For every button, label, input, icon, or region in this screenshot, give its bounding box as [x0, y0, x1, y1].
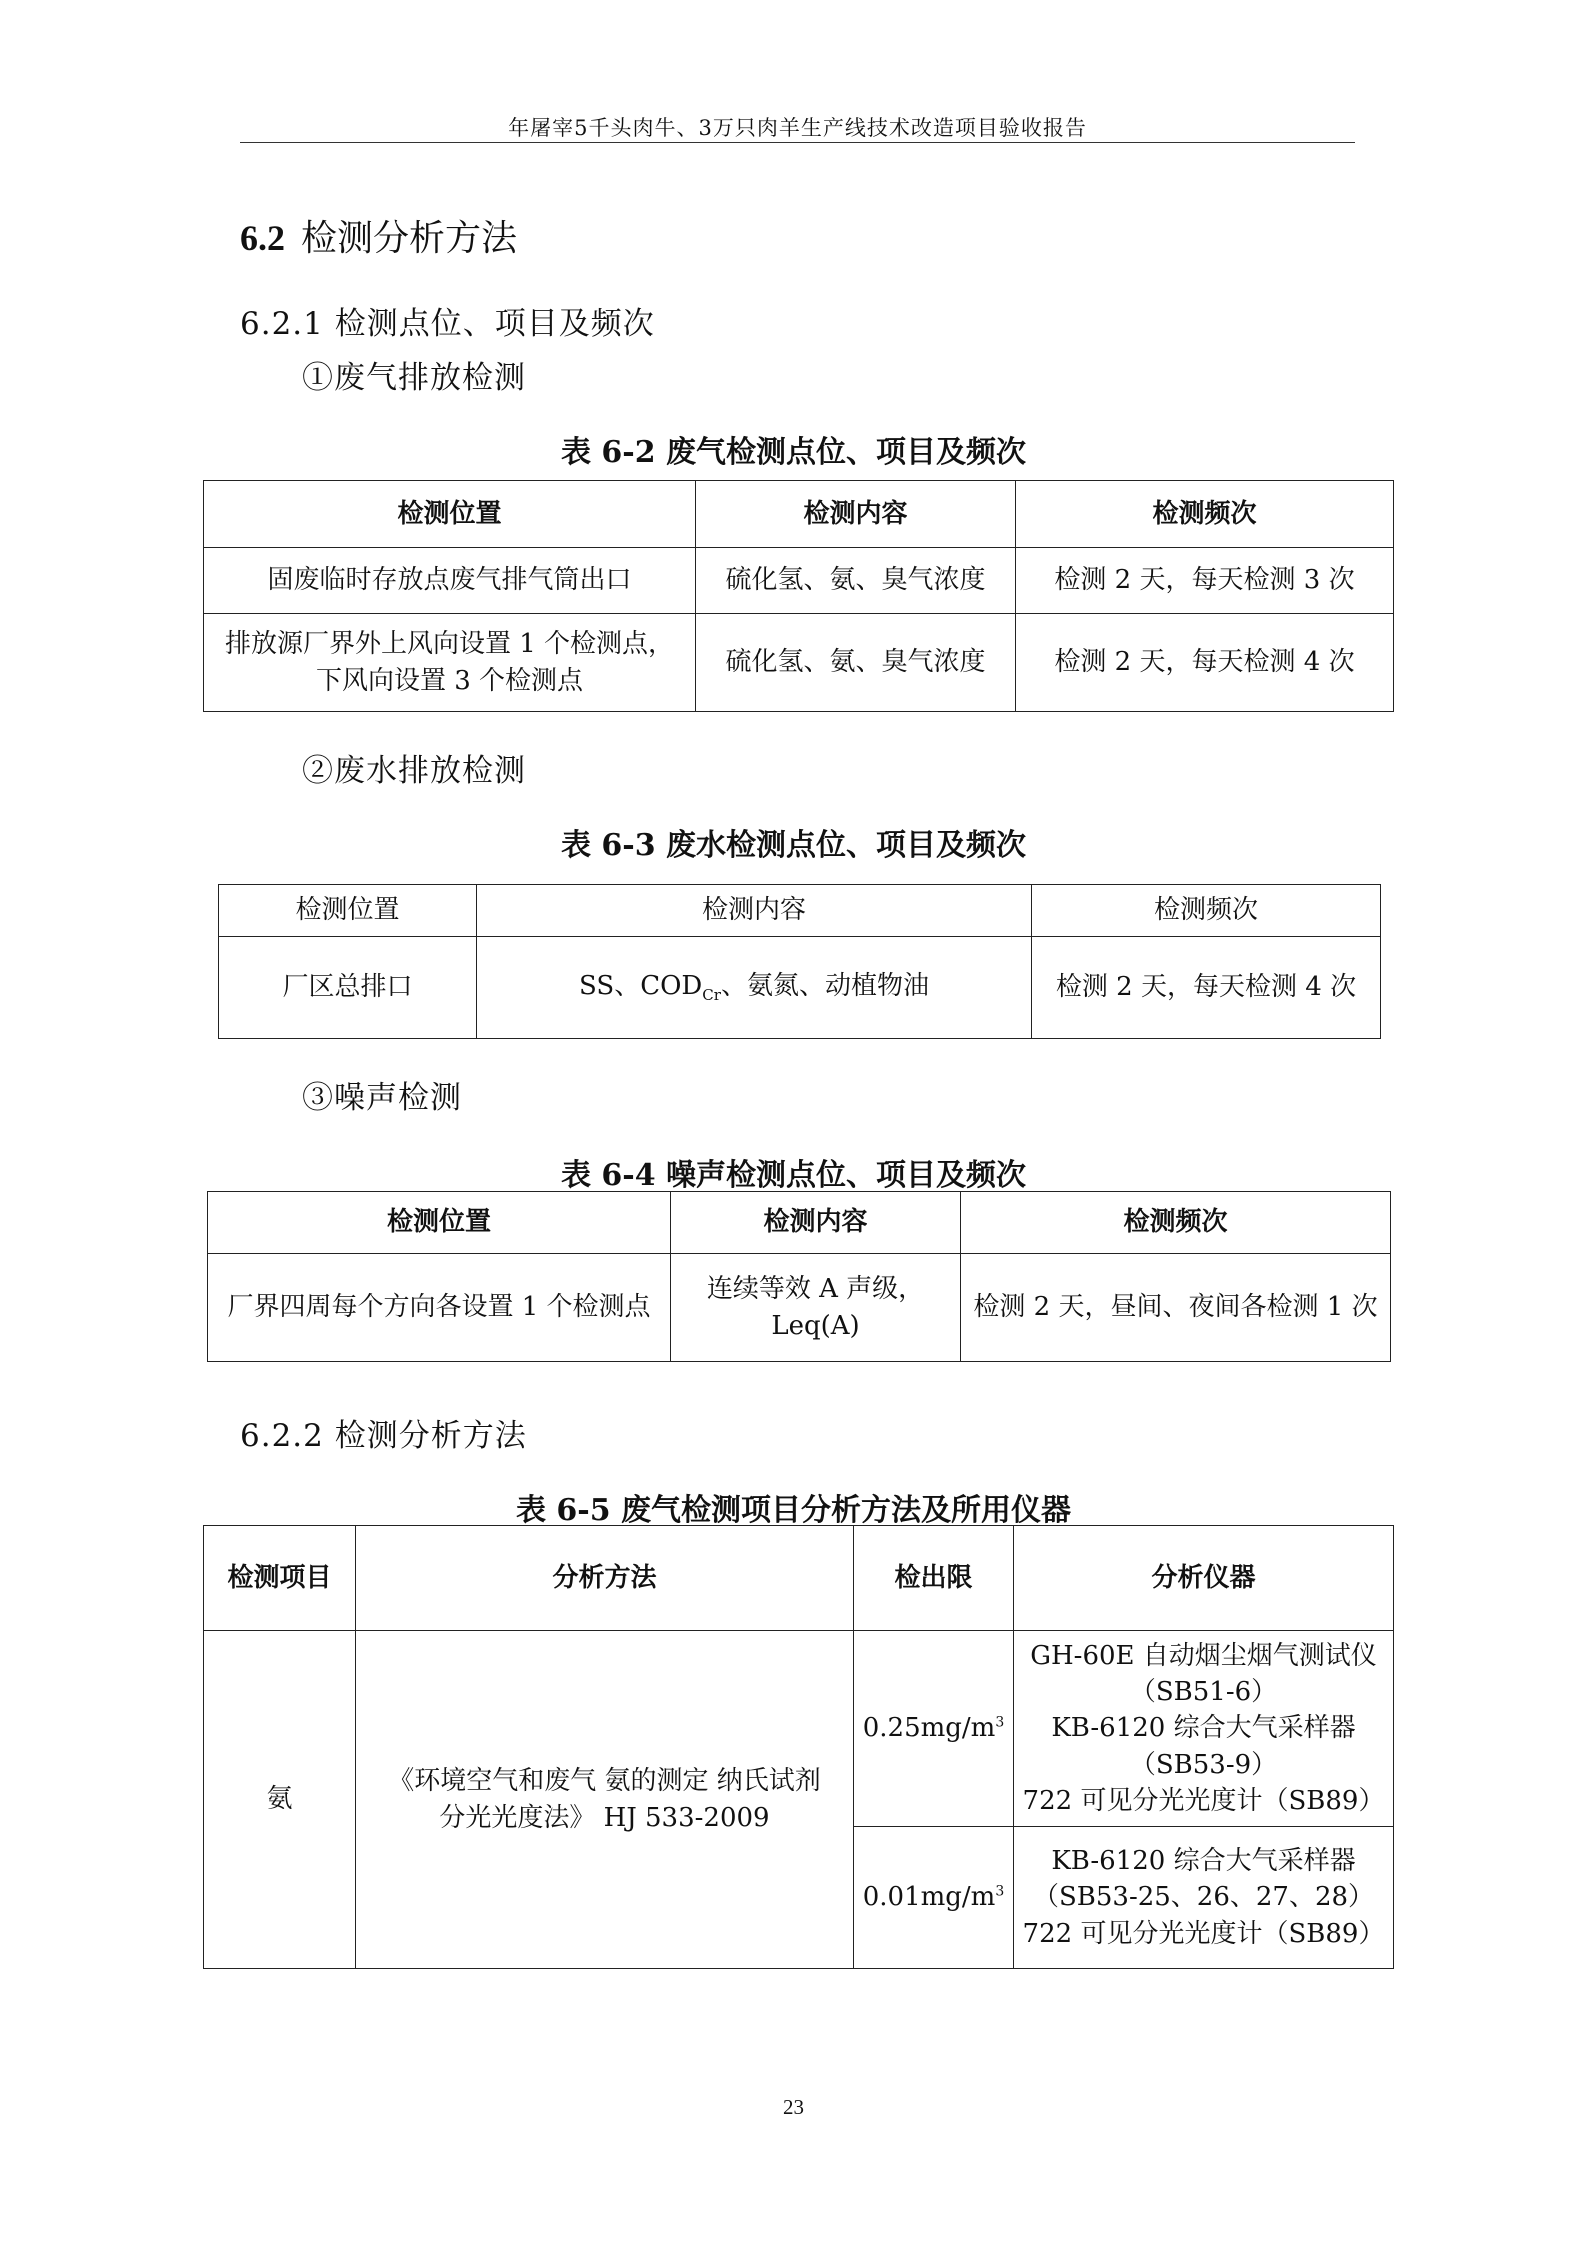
table-cell: 硫化氢、氨、臭气浓度 [696, 614, 1016, 712]
table-header-row [208, 1192, 1391, 1254]
section-number: 6.2 [240, 218, 285, 258]
limit-value: 0.25mg/m [862, 1713, 996, 1744]
page-number: 23 [783, 2095, 804, 2119]
superscript: 3 [995, 1714, 1005, 1731]
superscript: 3 [995, 1883, 1005, 1900]
header-rule [240, 142, 1355, 143]
item-wastewater: ②废水排放检测 [302, 753, 526, 789]
table-6-5-caption: 表 6-5 废气检测项目分析方法及所用仪器 [515, 1493, 1072, 1528]
cell-line: 排放源厂界外上风向设置 1 个检测点， [224, 629, 675, 660]
limit-value: 0.01mg/m [862, 1882, 996, 1913]
cell-line: （SB53-9） [1129, 1749, 1278, 1780]
table-row [208, 1254, 1391, 1362]
table-6-3-caption: 表 6-3 废水检测点位、项目及频次 [560, 828, 1027, 863]
table-row [204, 548, 1394, 614]
table-cell [356, 1631, 854, 1969]
column-header: 检测项目 [204, 1526, 356, 1631]
table-row [204, 614, 1394, 712]
table-cell [1014, 1631, 1394, 1827]
item-noise: ③噪声检测 [302, 1080, 462, 1116]
table-cell: 检测 2 天，每天检测 4 次 [1016, 614, 1394, 712]
cell-line: 722 可见分光光度计（SB89） [1022, 1786, 1385, 1817]
table-cell: 氨 [204, 1631, 356, 1969]
table-cell: 检测 2 天，昼间、夜间各检测 1 次 [961, 1254, 1391, 1362]
column-header: 检测位置 [204, 481, 696, 548]
section-title: 检测分析方法 [301, 218, 518, 259]
table-cell [854, 1827, 1014, 1969]
cell-line: Leq(A) [771, 1310, 860, 1341]
cell-line: （SB51-6） [1129, 1676, 1278, 1707]
table-header-row [204, 1526, 1394, 1631]
page-header: 年屠宰5千头肉牛、3万只肉羊生产线技术改造项目验收报告 [508, 116, 1087, 140]
cell-line: 连续等效 A 声级， [706, 1274, 925, 1305]
table-cell: 检测 2 天，每天检测 3 次 [1016, 548, 1394, 614]
table-cell: 固废临时存放点废气排气筒出口 [204, 548, 696, 614]
column-header: 分析仪器 [1014, 1526, 1394, 1631]
table-cell [477, 937, 1032, 1039]
section-heading [240, 210, 517, 261]
table-6-4-caption: 表 6-4 噪声检测点位、项目及频次 [560, 1158, 1027, 1193]
table-cell [204, 614, 696, 712]
item-exhaust-gas: ①废气排放检测 [302, 360, 526, 396]
table-6-2 [203, 480, 1394, 712]
table-cell: 厂界四周每个方向各设置 1 个检测点 [208, 1254, 671, 1362]
cell-line: GH-60E 自动烟尘烟气测试仪 [1030, 1640, 1377, 1671]
cell-line: （SB53-25、26、27、28） [1032, 1882, 1375, 1913]
table-row [204, 1631, 1394, 1827]
column-header: 分析方法 [356, 1526, 854, 1631]
column-header: 检测频次 [1032, 885, 1381, 937]
cell-line: KB-6120 综合大气采样器 [1051, 1845, 1356, 1876]
cell-line: 下风向设置 3 个检测点 [315, 665, 584, 696]
subscript: Cr [702, 986, 721, 1005]
cell-line: 分光光度法》 HJ 533-2009 [439, 1802, 770, 1833]
table-header-row [204, 481, 1394, 548]
column-header: 检出限 [854, 1526, 1014, 1631]
content-text: 、氨氮、动植物油 [720, 971, 929, 1002]
table-6-3 [218, 884, 1381, 1039]
column-header: 检测位置 [208, 1192, 671, 1254]
cell-line: 722 可见分光光度计（SB89） [1022, 1918, 1385, 1949]
cell-line: 《环境空气和废气 氨的测定 纳氏试剂 [388, 1766, 821, 1797]
column-header: 检测内容 [696, 481, 1016, 548]
table-cell [1014, 1827, 1394, 1969]
table-header-row [219, 885, 1381, 937]
column-header: 检测位置 [219, 885, 477, 937]
column-header: 检测频次 [961, 1192, 1391, 1254]
table-cell: 硫化氢、氨、臭气浓度 [696, 548, 1016, 614]
table-6-2-caption: 表 6-2 废气检测点位、项目及频次 [560, 435, 1027, 470]
subsection-heading-1: 6.2.1 检测点位、项目及频次 [240, 306, 655, 342]
cell-line: KB-6120 综合大气采样器 [1051, 1713, 1356, 1744]
column-header: 检测内容 [671, 1192, 961, 1254]
column-header: 检测频次 [1016, 481, 1394, 548]
subsection-heading-2: 6.2.2 检测分析方法 [240, 1418, 527, 1454]
table-cell [671, 1254, 961, 1362]
table-row [219, 937, 1381, 1039]
column-header: 检测内容 [477, 885, 1032, 937]
table-6-4 [207, 1191, 1391, 1362]
table-cell: 检测 2 天，每天检测 4 次 [1032, 937, 1381, 1039]
content-text: SS、COD [579, 971, 703, 1002]
table-cell: 厂区总排口 [219, 937, 477, 1039]
table-6-5 [203, 1525, 1394, 1969]
table-cell [854, 1631, 1014, 1827]
